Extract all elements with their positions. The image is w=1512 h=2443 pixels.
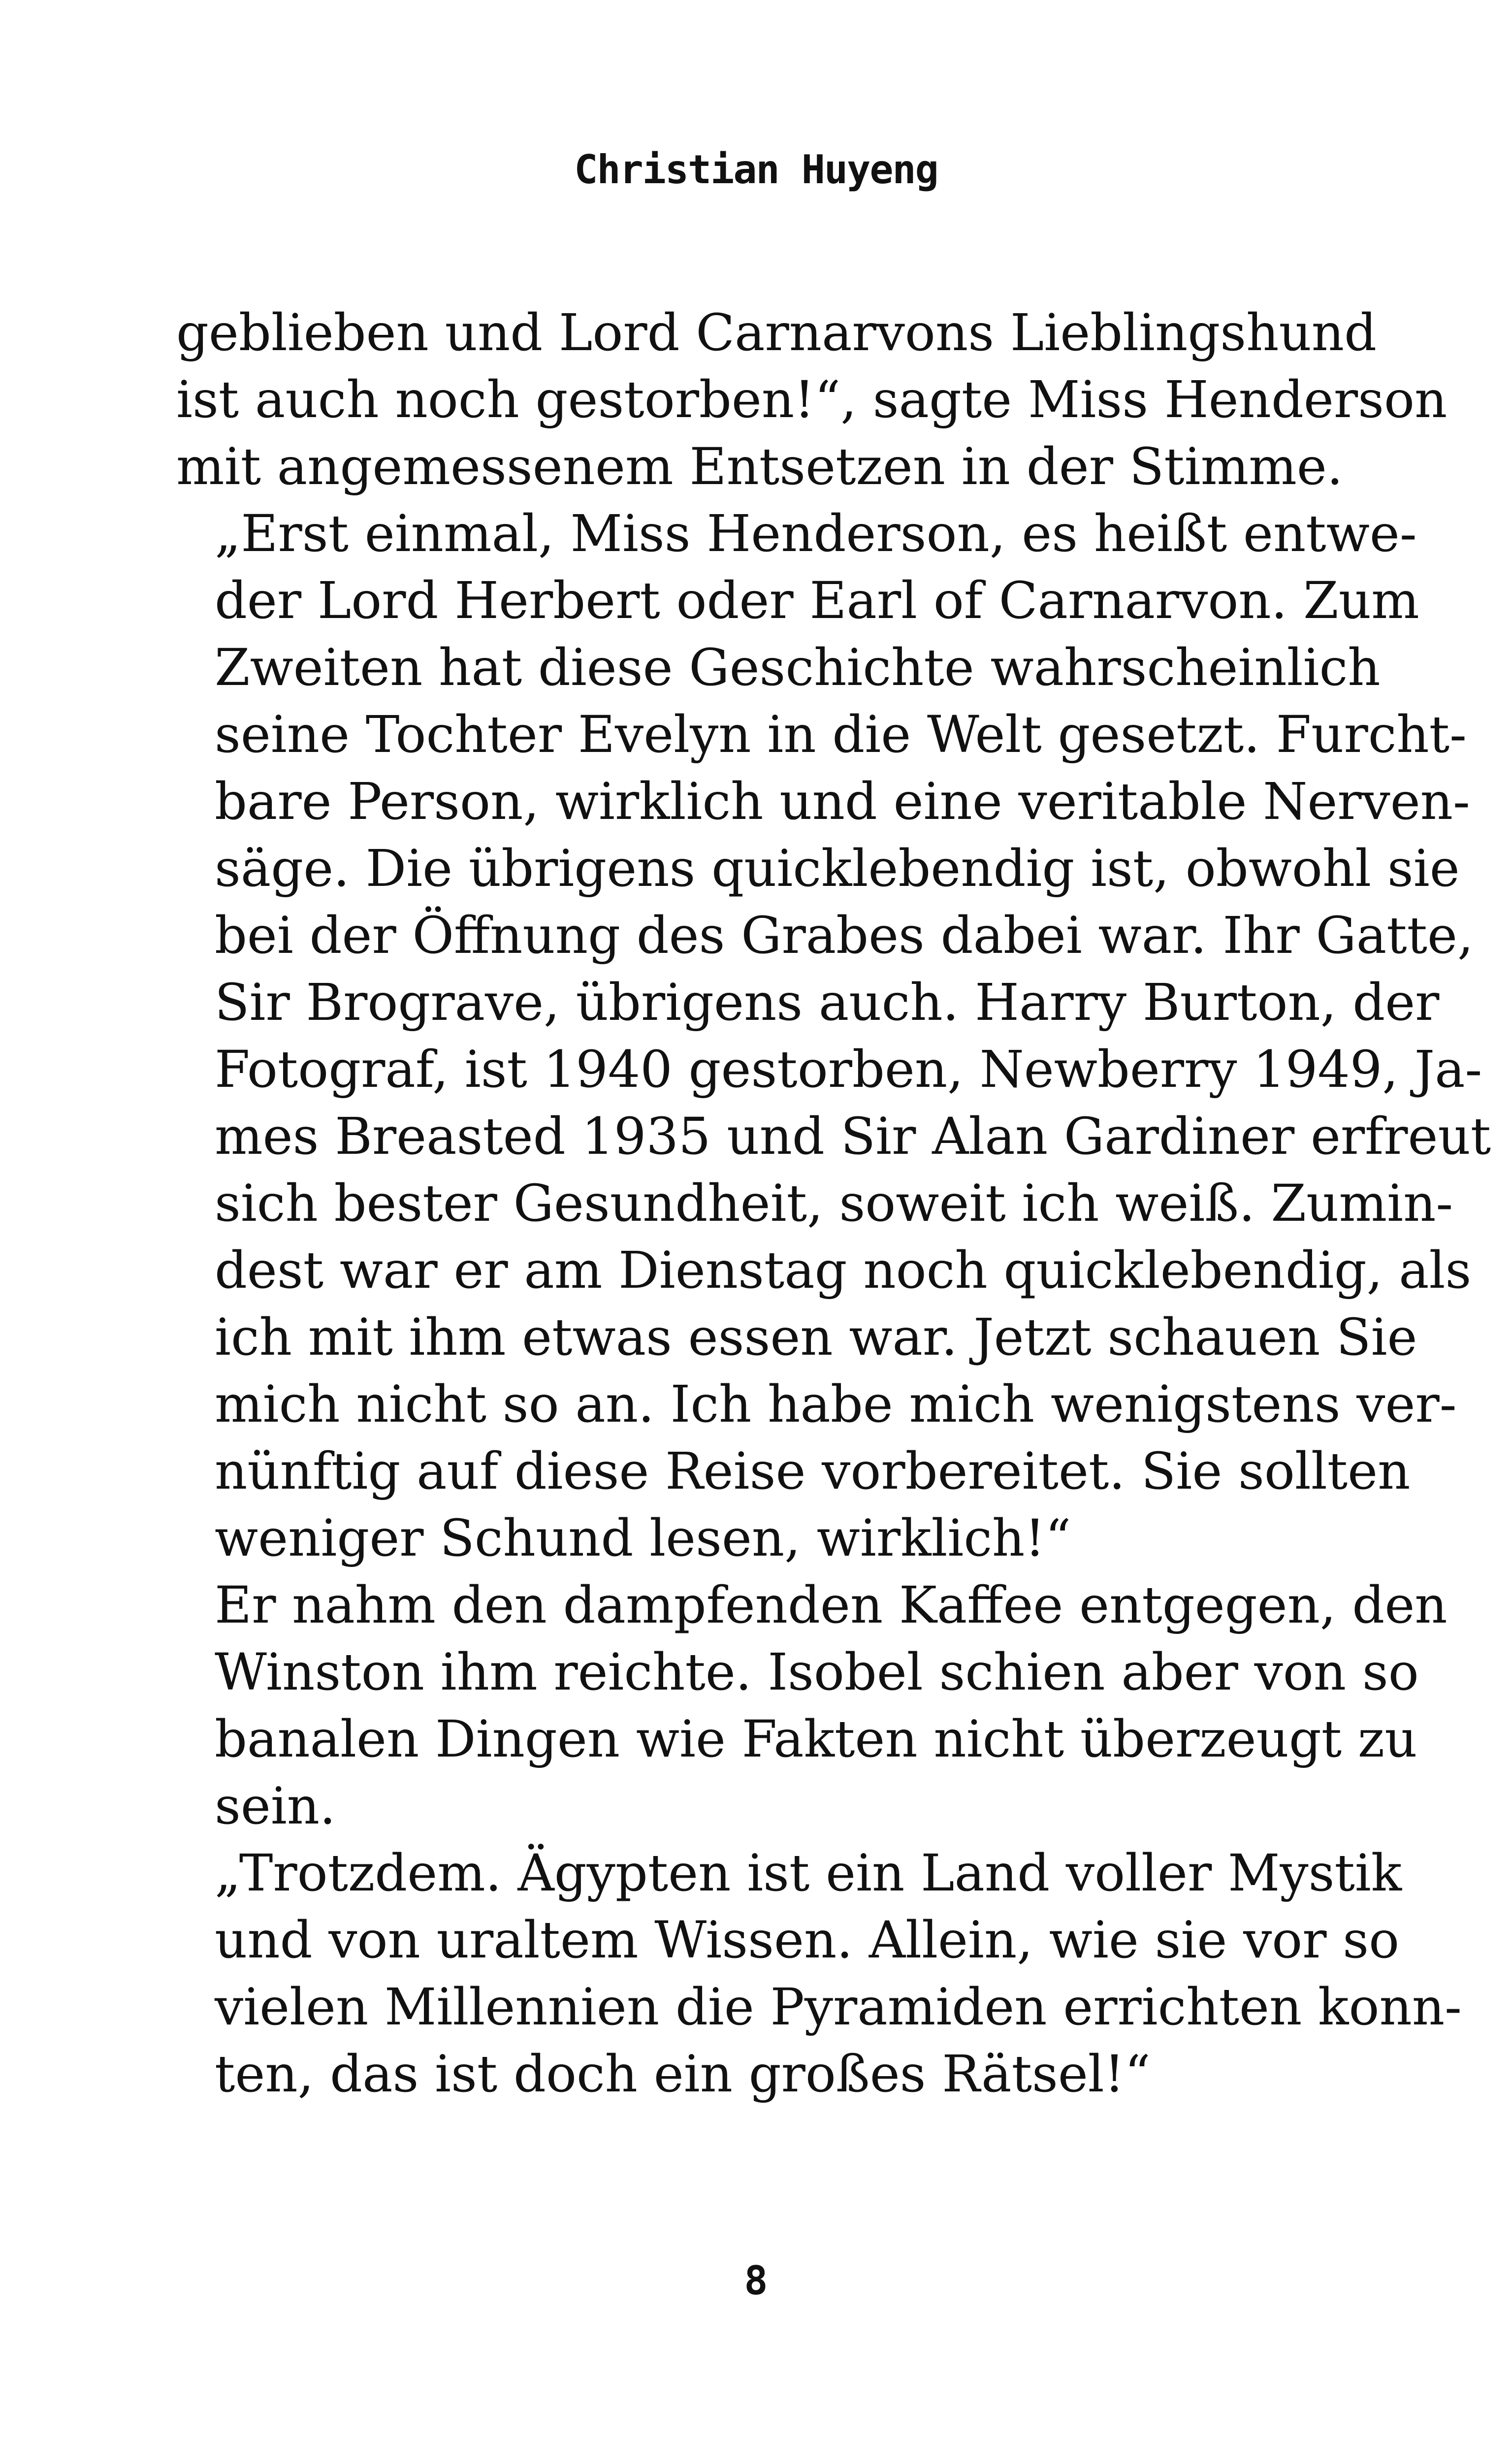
text-line: Sir Brograve, übrigens auch. Harry Burton, der (215, 973, 1440, 1032)
paragraph (176, 1572, 1448, 1840)
text-line: ist auch noch gestorben!“, sagte Miss Henderson (176, 370, 1448, 429)
text-line: mit angemessenem Entsetzen in der Stimme. (176, 437, 1343, 496)
text-line: und von uraltem Wissen. Allein, wie sie vor so (215, 1911, 1400, 1970)
text-line: mes Breasted 1935 und Sir Alan Gardiner erfreut (215, 1107, 1491, 1166)
text-line: nünftig auf diese Reise vorbereitet. Sie sollten (215, 1442, 1411, 1501)
text-line: Er nahm den dampfenden Kaffee entgegen, den (215, 1576, 1448, 1635)
text-line: ten, das ist doch ein großes Rätsel!“ (215, 2045, 1151, 2104)
body-text (176, 299, 1491, 2108)
text-line: sein. (215, 1777, 336, 1836)
page-number: 8 (744, 2258, 768, 2304)
text-line: mich nicht so an. Ich habe mich wenigstens ver- (215, 1375, 1457, 1434)
running-header: Christian Huyeng (574, 147, 938, 193)
text-line: vielen Millennien die Pyramiden errichten konn- (215, 1978, 1462, 2037)
text-line: weniger Schund lesen, wirklich!“ (215, 1509, 1071, 1568)
text-line: säge. Die übrigens quicklebendig ist, obwohl sie (215, 839, 1460, 898)
paragraph (176, 299, 1448, 500)
text-line: „Erst einmal, Miss Henderson, es heißt entwe- (215, 504, 1417, 563)
text-line: der Lord Herbert oder Earl of Carnarvon. Zum (215, 571, 1419, 630)
text-line: Zweiten hat diese Geschichte wahrscheinlich (215, 638, 1381, 697)
text-line: bei der Öffnung des Grabes dabei war. Ihr Gatte, (215, 906, 1474, 965)
paragraph (176, 500, 1491, 1572)
text-line: seine Tochter Evelyn in die Welt gesetzt. Furcht- (215, 705, 1467, 764)
text-line: sich bester Gesundheit, soweit ich weiß. Zumin- (215, 1174, 1453, 1233)
paragraph (176, 1840, 1462, 2108)
text-line: Fotograf, ist 1940 gestorben, Newberry 1949, Ja- (215, 1040, 1482, 1099)
text-line: „Trotzdem. Ägypten ist ein Land voller Mystik (215, 1844, 1402, 1903)
text-line: dest war er am Dienstag noch quicklebendig, als (215, 1241, 1472, 1300)
text-line: geblieben und Lord Carnarvons Lieblingshund (176, 303, 1377, 362)
text-line: ich mit ihm etwas essen war. Jetzt schauen Sie (215, 1308, 1417, 1367)
text-line: Winston ihm reichte. Isobel schien aber von so (215, 1643, 1419, 1702)
text-line: bare Person, wirklich und eine veritable Nerven- (215, 772, 1470, 831)
text-line: banalen Dingen wie Fakten nicht überzeugt zu (215, 1710, 1417, 1769)
